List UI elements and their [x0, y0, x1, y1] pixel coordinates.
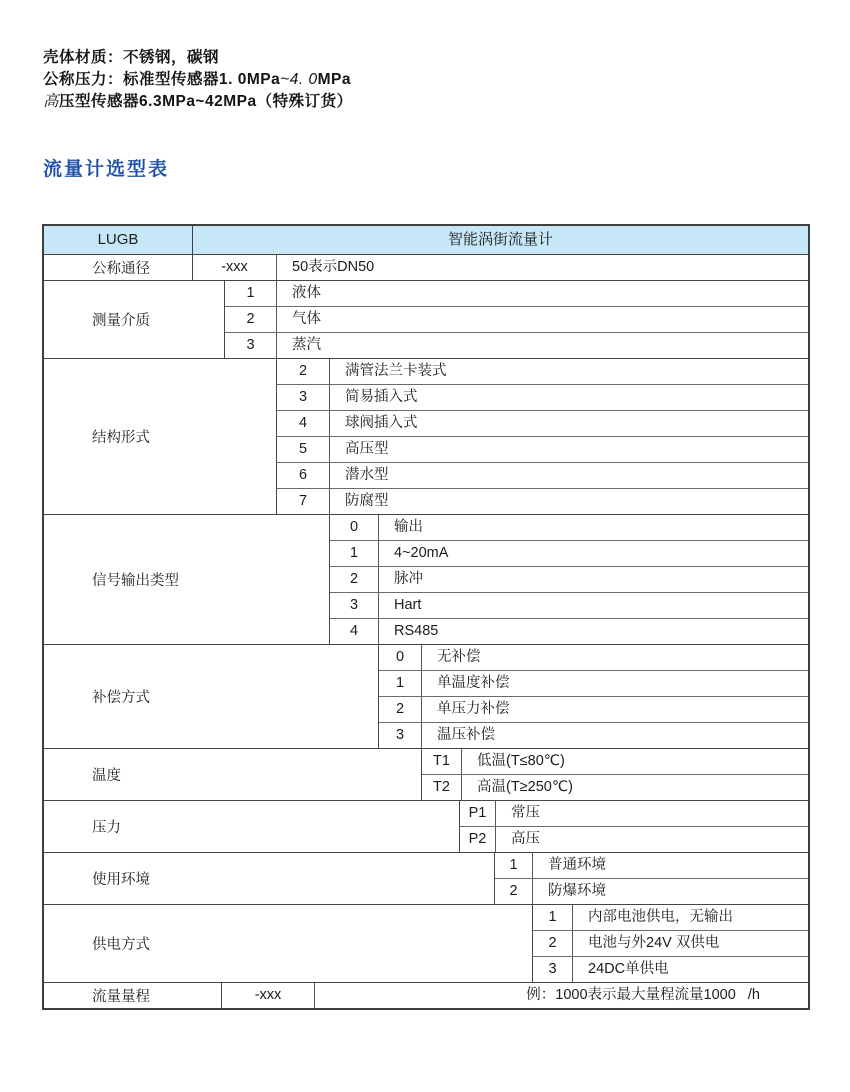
- section-rows: [222, 983, 808, 1008]
- option-desc: Hart: [394, 597, 422, 613]
- option-desc: 球阀插入式: [345, 415, 418, 431]
- option-code: 1: [225, 281, 277, 306]
- option-code: -xxx: [193, 255, 277, 280]
- option-code: P1: [460, 801, 496, 826]
- section-rows: [495, 853, 808, 904]
- option-code: 3: [277, 385, 330, 410]
- table-row: [225, 332, 808, 358]
- option-desc: 单温度补偿: [437, 675, 510, 691]
- table-row: [495, 878, 808, 904]
- option-code: 3: [225, 333, 277, 358]
- option-desc: 输出: [394, 519, 423, 535]
- section-label: 公称通径: [44, 255, 193, 280]
- option-code: 2: [379, 697, 422, 722]
- table-row: [330, 618, 808, 644]
- option-code: 3: [330, 593, 379, 618]
- option-desc: 4~20mA: [394, 545, 449, 561]
- option-desc: 内部电池供电，无输出: [588, 909, 733, 925]
- table-header-row: [44, 226, 808, 254]
- option-code: 2: [533, 931, 573, 956]
- section-label: 信号输出类型: [44, 515, 330, 644]
- table-row: [533, 905, 808, 930]
- table-row: [225, 281, 808, 306]
- option-code: 2: [225, 307, 277, 332]
- section-rows: [225, 281, 808, 358]
- section-rows: [533, 905, 808, 982]
- option-code: 2: [330, 567, 379, 592]
- option-desc: 单压力补偿: [437, 701, 510, 717]
- table-row: [330, 515, 808, 540]
- section-label: 压力: [44, 801, 460, 852]
- option-code: 2: [495, 879, 533, 904]
- table-row: [330, 592, 808, 618]
- table-row: [330, 540, 808, 566]
- table-header-product-cell: 智能涡街流量计: [447, 231, 553, 248]
- option-code: 0: [330, 515, 379, 540]
- spec-line2-part1: 公称压力：标准型传感器1. 0MPa: [43, 71, 281, 88]
- section-temperature: [44, 748, 808, 800]
- option-desc: 普通环境: [548, 857, 606, 873]
- section-flow-range: [44, 982, 808, 1008]
- option-code: -xxx: [222, 983, 315, 1008]
- table-row: [533, 930, 808, 956]
- table-row: [460, 801, 808, 826]
- option-desc: 简易插入式: [345, 389, 418, 405]
- option-desc: 蒸汽: [292, 337, 321, 353]
- table-row: [422, 749, 808, 774]
- section-rows: [330, 515, 808, 644]
- option-code: T1: [422, 749, 462, 774]
- option-desc: 温压补偿: [437, 727, 495, 743]
- option-desc: 防爆环境: [548, 883, 606, 899]
- option-desc: 潜水型: [345, 467, 389, 483]
- section-label: 温度: [44, 749, 422, 800]
- spec-line2-part2: ~4. 0: [280, 71, 318, 88]
- option-code: T2: [422, 775, 462, 800]
- option-code: 4: [277, 411, 330, 436]
- section-power-supply-mode: [44, 904, 808, 982]
- table-row: [193, 255, 808, 280]
- option-desc: 高压: [511, 831, 540, 847]
- table-row: [379, 645, 808, 670]
- section-label: 使用环境: [44, 853, 495, 904]
- option-code: 6: [277, 463, 330, 488]
- section-pressure: [44, 800, 808, 852]
- section-label: 供电方式: [44, 905, 533, 982]
- section-label: 流量量程: [44, 983, 222, 1008]
- option-code: 1: [533, 905, 573, 930]
- table-row: [277, 410, 808, 436]
- option-code: 1: [379, 671, 422, 696]
- option-code: 5: [277, 437, 330, 462]
- option-desc: 例：1000表示最大量程流量1000 /h: [526, 987, 760, 1003]
- table-row: [379, 696, 808, 722]
- section-rows: [277, 359, 808, 514]
- spec-line2-part3: MPa: [317, 71, 352, 88]
- spec-info-block: [43, 47, 353, 113]
- option-desc: 脉冲: [394, 571, 423, 587]
- table-row: [379, 722, 808, 748]
- option-desc: 液体: [292, 285, 321, 301]
- table-row: [277, 359, 808, 384]
- option-desc: 50表示DN50: [292, 259, 375, 275]
- option-desc: 高压型: [345, 441, 389, 457]
- option-code: 4: [330, 619, 379, 644]
- selection-table: [42, 224, 810, 1010]
- option-desc: 低温(T≤80℃): [477, 753, 565, 769]
- section-rows: [193, 255, 808, 280]
- section-rows: [422, 749, 808, 800]
- section-compensation-mode: [44, 644, 808, 748]
- table-row: [277, 462, 808, 488]
- section-label: 补偿方式: [44, 645, 379, 748]
- table-row: [277, 384, 808, 410]
- option-desc: 电池与外24V 双供电: [588, 935, 720, 951]
- section-label: 测量介质: [44, 281, 225, 358]
- spec-line3-part1: 高: [43, 93, 60, 110]
- spec-line-shell-material: 壳体材质：不锈钢，碳钢: [43, 49, 220, 66]
- option-code: P2: [460, 827, 496, 852]
- option-desc: 气体: [292, 311, 321, 327]
- table-row: [460, 826, 808, 852]
- section-rows: [460, 801, 808, 852]
- option-code: 0: [379, 645, 422, 670]
- table-row: [422, 774, 808, 800]
- spec-line3-part2: 压型传感器6.3MPa~42MPa（特殊订货）: [59, 93, 353, 110]
- table-row: [379, 670, 808, 696]
- table-row: [495, 853, 808, 878]
- section-rows: [379, 645, 808, 748]
- page-title: 流量计选型表: [43, 159, 170, 180]
- section-measuring-medium: [44, 280, 808, 358]
- table-row: [225, 306, 808, 332]
- section-signal-output-type: [44, 514, 808, 644]
- spec-line-nominal-pressure: [43, 69, 353, 91]
- table-row: [277, 488, 808, 514]
- table-row: [277, 436, 808, 462]
- option-desc: 24DC单供电: [588, 961, 669, 977]
- table-header-model-cell: LUGB: [44, 226, 193, 254]
- section-label: 结构形式: [44, 359, 277, 514]
- table-row: [222, 983, 808, 1008]
- spec-line-high-pressure: [43, 91, 353, 113]
- section-nominal-diameter: [44, 254, 808, 280]
- option-desc: 防腐型: [345, 493, 389, 509]
- section-operating-environment: [44, 852, 808, 904]
- option-code: 2: [277, 359, 330, 384]
- option-desc: 满管法兰卡装式: [345, 363, 447, 379]
- option-code: 3: [533, 957, 573, 982]
- option-desc: RS485: [394, 623, 439, 639]
- option-code: 3: [379, 723, 422, 748]
- option-desc: 常压: [511, 805, 540, 821]
- option-code: 1: [330, 541, 379, 566]
- option-code: 1: [495, 853, 533, 878]
- option-code: 7: [277, 489, 330, 514]
- table-row: [330, 566, 808, 592]
- option-desc: 无补偿: [437, 649, 481, 665]
- section-structure-type: [44, 358, 808, 514]
- table-row: [533, 956, 808, 982]
- option-desc: 高温(T≥250℃): [477, 779, 573, 795]
